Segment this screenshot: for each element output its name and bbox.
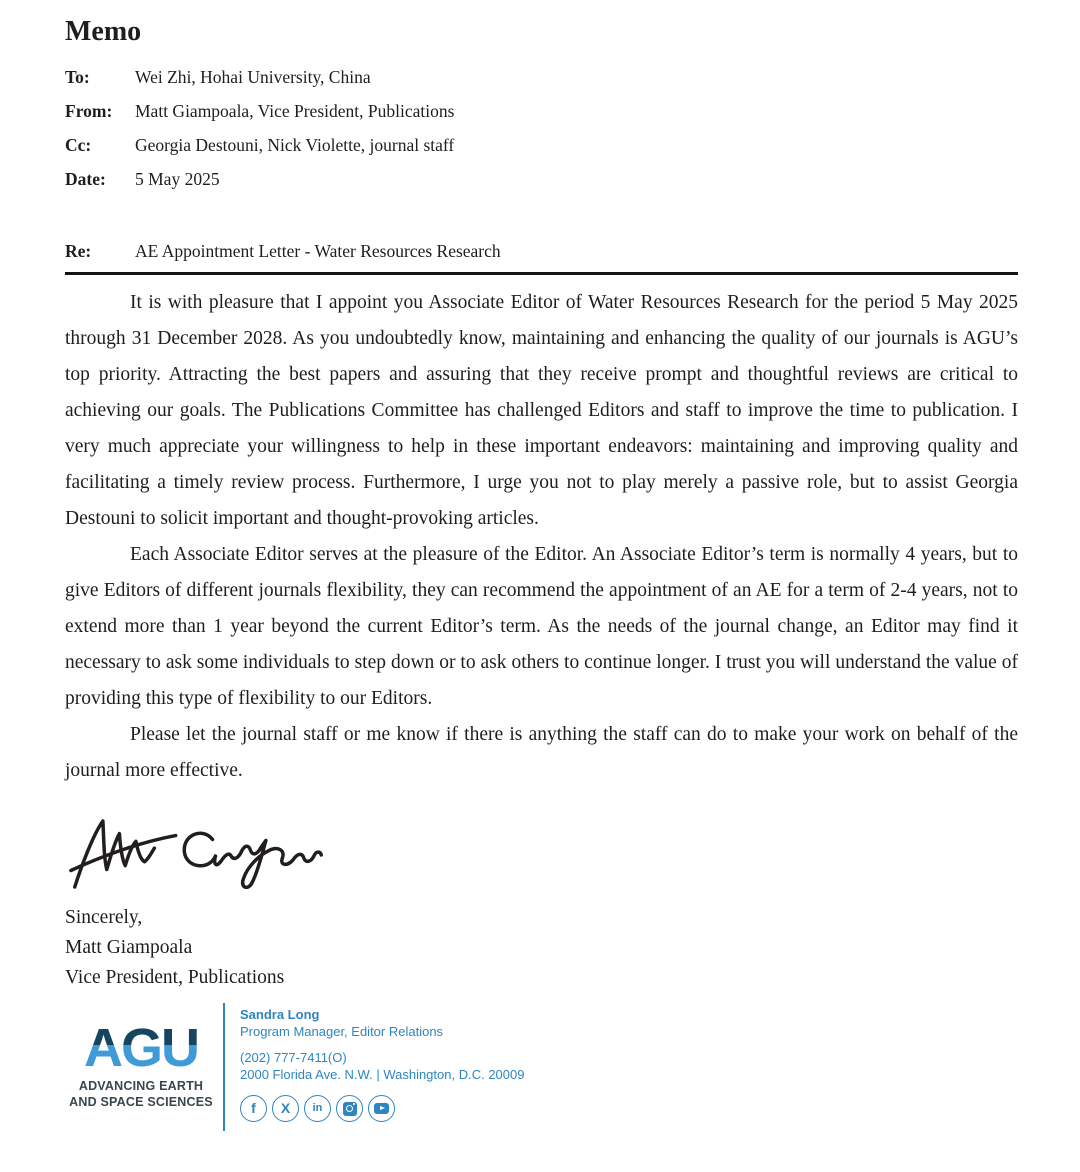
- linkedin-glyph: in: [312, 1102, 323, 1114]
- contact-role: Program Manager, Editor Relations: [240, 1024, 444, 1039]
- signoff-title: Vice President, Publications: [65, 967, 285, 988]
- agu-logo: [65, 1003, 217, 1131]
- instagram-glyph: [343, 1102, 357, 1116]
- from-value: Matt Giampoala, Vice President, Publications: [135, 101, 455, 121]
- youtube-glyph: [374, 1103, 389, 1114]
- letter-paragraph-3: Please let the journal staff or me know if there is anything the staff can do to make your work on behalf of the journal more effective.: [65, 724, 1018, 781]
- signoff-closing: Sincerely,: [65, 907, 143, 928]
- agu-footer: [65, 1003, 1018, 1131]
- x-twitter-icon[interactable]: [272, 1095, 299, 1122]
- x-twitter-glyph: X: [280, 1100, 291, 1116]
- date-label: Date:: [65, 169, 106, 189]
- social-icons-row: [240, 1095, 524, 1122]
- memo-field-to: [65, 60, 1018, 94]
- signoff-name: Matt Giampoala: [65, 937, 193, 958]
- contact-address: 2000 Florida Ave. N.W. | Washington, D.C. 20009: [240, 1067, 525, 1082]
- memo-field-from: [65, 94, 1018, 128]
- agu-logo-text: AGU: [84, 1018, 198, 1078]
- signoff-block: [65, 903, 1018, 993]
- facebook-glyph: f: [251, 1100, 256, 1116]
- linkedin-icon[interactable]: [304, 1095, 331, 1122]
- to-value: Wei Zhi, Hohai University, China: [135, 67, 371, 87]
- cc-value: Georgia Destouni, Nick Violette, journal staff: [135, 135, 455, 155]
- agu-tagline-line2: AND SPACE SCIENCES: [69, 1095, 213, 1109]
- letter-body: [65, 285, 1018, 789]
- instagram-icon[interactable]: [336, 1095, 363, 1122]
- letter-paragraph-2: Each Associate Editor serves at the pleasure of the Editor. An Associate Editor’s term is normally 4 years, but to give Editors of different journals flexibility, they can recommend the appointment of an AE for a term of 2-4 years, not to extend more than 1 year beyond the current Editor’s term. As the needs of the journal change, an Editor may find it necessary to ask some individuals to step down or to ask others to continue longer. I trust you will understand the value of providing this type of flexibility to our Editors.: [65, 544, 1018, 709]
- contact-name: Sandra Long: [240, 1007, 320, 1022]
- letter-paragraph-1: It is with pleasure that I appoint you Associate Editor of Water Resources Research for the period 5 May 2025 through 31 December 2028. As you undoubtedly know, maintaining and enhancing the quality of our journals is AGU’s top priority. Attracting the best papers and assuring that they receive prompt and thoughtful reviews are critical to achieving our goals. The Publications Committee has challenged Editors and staff to improve the time to publication. I very much appreciate your willingness to help in these important endeavors: maintaining and improving quality and facilitating a timely review process. Furthermore, I urge you not to play merely a passive role, but to assist Georgia Destouni to solicit important and thought-provoking articles.: [65, 292, 1018, 529]
- memo-field-re: [65, 234, 1018, 268]
- from-label: From:: [65, 101, 113, 121]
- memo-divider-rule: [65, 272, 1018, 275]
- signature-image: [67, 815, 329, 893]
- re-value: AE Appointment Letter - Water Resources Research: [135, 241, 501, 261]
- agu-tagline: [69, 1078, 213, 1110]
- agu-tagline-line1: ADVANCING EARTH: [78, 1079, 204, 1093]
- memo-title: Memo: [65, 16, 142, 47]
- memo-field-date: [65, 162, 1018, 196]
- contact-block: [225, 1003, 524, 1131]
- handwritten-signature: [67, 815, 1018, 895]
- date-value: 5 May 2025: [135, 169, 220, 189]
- to-label: To:: [65, 67, 90, 87]
- cc-label: Cc:: [65, 135, 92, 155]
- facebook-icon[interactable]: [240, 1095, 267, 1122]
- re-label: Re:: [65, 241, 92, 261]
- youtube-icon[interactable]: [368, 1095, 395, 1122]
- contact-phone: (202) 777-7411(O): [240, 1050, 347, 1065]
- memo-field-cc: [65, 128, 1018, 162]
